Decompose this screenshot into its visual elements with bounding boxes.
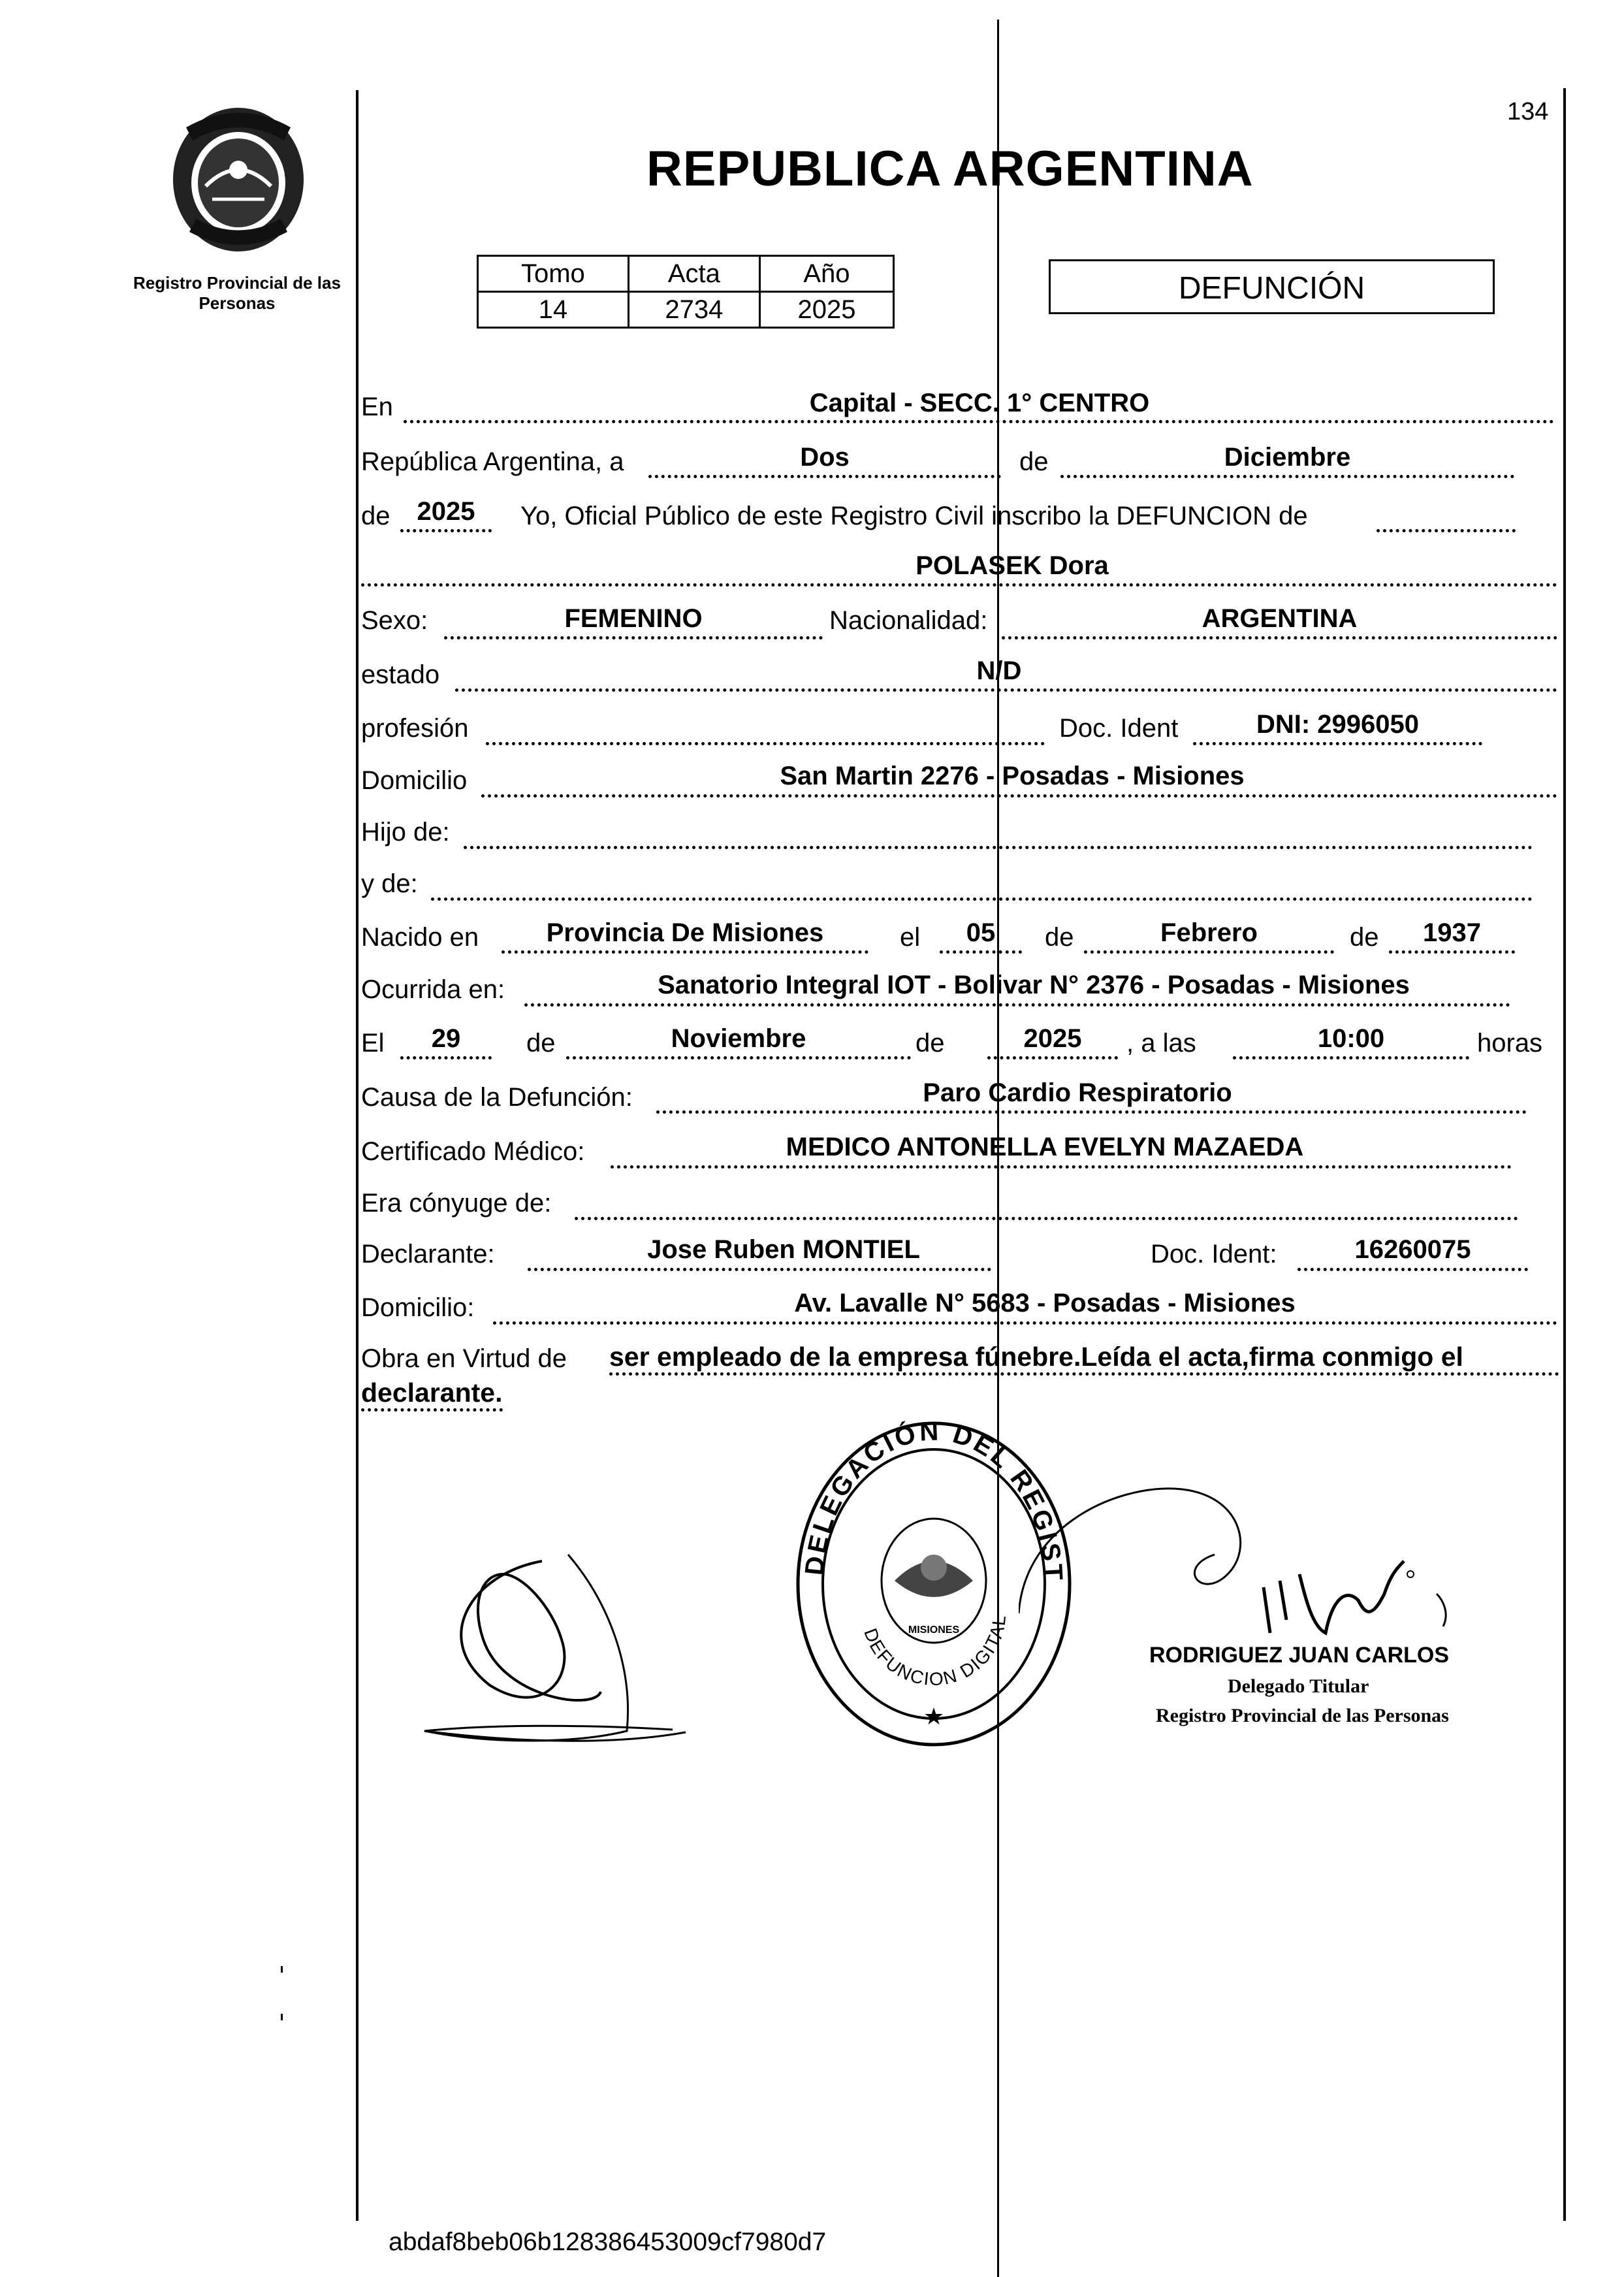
decl-domicilio-dotted-line xyxy=(493,1321,1557,1325)
en-value: Capital - SECC. 1° CENTRO xyxy=(809,389,1150,417)
en-dotted-line xyxy=(404,420,1554,423)
acta-table-cell: 14 xyxy=(478,292,629,328)
anio-dotted-line xyxy=(400,529,492,532)
nombre-value: POLASEK Dora xyxy=(915,551,1109,580)
issuer-label: Registro Provincial de las Personas xyxy=(133,273,341,314)
stray-mark xyxy=(281,2014,283,2020)
official-signature xyxy=(1019,1404,1489,1666)
acta-table-header: Tomo xyxy=(478,256,629,292)
doc-ident-dotted-line xyxy=(1193,742,1482,745)
el-label: el xyxy=(900,923,921,952)
profesion-label: profesión xyxy=(361,714,469,743)
nac-de-label: de xyxy=(1045,923,1074,952)
acta-table xyxy=(477,255,895,329)
province-emblem-icon xyxy=(160,101,317,265)
hora-value: 10:00 xyxy=(1317,1024,1385,1053)
causa-value: Paro Cardio Respiratorio xyxy=(923,1078,1232,1107)
declarante-label: Declarante: xyxy=(361,1240,495,1268)
ocurrida-label: Ocurrida en: xyxy=(361,975,505,1004)
nac-anio-dotted-line xyxy=(1389,950,1515,954)
y-de-dotted-line xyxy=(431,897,1533,901)
doc-ident-label: Doc. Ident xyxy=(1059,714,1179,743)
conyuge-label: Era cónyuge de: xyxy=(361,1189,552,1218)
republica-label: República Argentina, a xyxy=(361,447,624,476)
decl-doc-dotted-line xyxy=(1298,1268,1528,1271)
certificado-value: MEDICO ANTONELLA EVELYN MAZAEDA xyxy=(786,1133,1304,1161)
nac-dia-value: 05 xyxy=(966,918,996,947)
nacionalidad-dotted-line xyxy=(1002,636,1557,639)
hijo-de-dotted-line xyxy=(464,846,1533,849)
sexo-label: Sexo: xyxy=(361,606,428,635)
dia-value: Dos xyxy=(800,443,850,472)
def-anio-dotted-line xyxy=(987,1056,1118,1059)
domicilio-value: San Martin 2276 - Posadas - Misiones xyxy=(780,762,1245,790)
decl-doc-value: 16260075 xyxy=(1354,1235,1471,1264)
domicilio-dotted-line xyxy=(481,794,1557,798)
province-emblem xyxy=(160,101,317,265)
dia-dotted-line xyxy=(648,475,1001,478)
decl-domicilio-value: Av. Lavalle N° 5683 - Posadas - Misiones xyxy=(794,1289,1296,1317)
mes-value: Diciembre xyxy=(1224,443,1351,472)
profesion-dotted-line xyxy=(486,742,1045,745)
def-mes-dotted-line xyxy=(566,1056,911,1059)
certificado-dotted-line xyxy=(611,1165,1512,1169)
official-office: Registro Provincial de las Personas xyxy=(1156,1705,1449,1726)
estado-label: estado xyxy=(361,660,440,689)
de-label: de xyxy=(1019,447,1049,476)
document-type-box: DEFUNCIÓN xyxy=(1049,259,1495,314)
nacido-value: Provincia De Misiones xyxy=(546,918,824,947)
nombre-dotted-line xyxy=(361,583,1557,587)
stray-mark xyxy=(281,1966,283,1973)
causa-label: Causa de la Defunción: xyxy=(361,1083,633,1112)
nac-mes-dotted-line xyxy=(1084,950,1334,954)
alas-label: , a las xyxy=(1126,1029,1196,1058)
estado-dotted-line xyxy=(455,688,1557,692)
doc-ident-value: DNI: 2996050 xyxy=(1256,710,1420,739)
el2-label: El xyxy=(361,1029,385,1058)
en-label: En xyxy=(361,393,393,421)
acta-table-header: Acta xyxy=(628,256,759,292)
def-anio-value: 2025 xyxy=(1023,1024,1082,1053)
ocurrida-value: Sanatorio Integral IOT - Bolivar N° 2376 - Posadas - Misiones xyxy=(658,971,1410,999)
nac-anio-value: 1937 xyxy=(1423,918,1481,947)
page-number: 134 xyxy=(1507,98,1549,125)
nacionalidad-label: Nacionalidad: xyxy=(829,606,988,635)
conyuge-dotted-line xyxy=(575,1217,1518,1220)
acta-table-header: Año xyxy=(759,256,893,292)
seal-inner-text: DEFUNCION DIGITAL xyxy=(860,1613,1010,1690)
decl-doc-label: Doc. Ident: xyxy=(1151,1240,1277,1268)
nac-mes-value: Febrero xyxy=(1160,918,1258,947)
hora-dotted-line xyxy=(1233,1056,1469,1059)
decl-domicilio-label: Domicilio: xyxy=(361,1293,475,1322)
hijo-de-label: Hijo de: xyxy=(361,818,450,847)
acta-table-cell: 2025 xyxy=(759,292,893,328)
estado-value: N/D xyxy=(976,656,1022,685)
declarant-signature xyxy=(411,1548,777,1764)
nac-de2-label: de xyxy=(1350,923,1379,952)
oficial-dotted-line xyxy=(1377,529,1516,532)
horas-label: horas xyxy=(1477,1029,1543,1058)
nacido-label: Nacido en xyxy=(361,923,479,952)
seal-star-icon: ★ xyxy=(923,1704,945,1730)
def-dia-value: 29 xyxy=(431,1024,461,1053)
oficial-text: Yo, Oficial Público de este Registro Civil inscribo la DEFUNCION de xyxy=(520,502,1308,530)
def-de2-label: de xyxy=(915,1029,945,1058)
nac-dia-dotted-line xyxy=(940,950,1022,954)
official-role: Delegado Titular xyxy=(1228,1675,1369,1697)
obra-label: Obra en Virtud de xyxy=(361,1344,567,1373)
left-margin-rule xyxy=(356,90,358,2221)
domicilio-label: Domicilio xyxy=(361,766,468,795)
obra-value-line2: declarante. xyxy=(361,1380,503,1412)
y-de-label: y de: xyxy=(361,869,418,898)
def-mes-value: Noviembre xyxy=(671,1024,806,1053)
causa-dotted-line xyxy=(656,1110,1527,1114)
acta-table-cell: 2734 xyxy=(628,292,759,328)
declarante-dotted-line xyxy=(528,1268,991,1271)
nacido-dotted-line xyxy=(502,950,868,954)
certificado-label: Certificado Médico: xyxy=(361,1137,585,1166)
declarante-value: Jose Ruben MONTIEL xyxy=(647,1235,920,1264)
page-title: REPUBLICA ARGENTINA xyxy=(646,141,1254,197)
right-margin-rule xyxy=(1563,88,1566,2221)
anio-value: 2025 xyxy=(417,497,475,526)
sexo-value: FEMENINO xyxy=(564,604,703,633)
official-name: RODRIGUEZ JUAN CARLOS xyxy=(1149,1643,1450,1668)
document-hash: abdaf8beb06b128386453009cf7980d7 xyxy=(389,2228,827,2256)
mes-dotted-line xyxy=(1060,475,1514,478)
def-dia-dotted-line xyxy=(400,1056,492,1059)
nacionalidad-value: ARGENTINA xyxy=(1202,604,1358,633)
seal-center-text: MISIONES xyxy=(908,1624,960,1636)
def-de-label: de xyxy=(526,1029,556,1058)
sexo-dotted-line xyxy=(444,636,823,639)
ocurrida-dotted-line xyxy=(524,1003,1510,1007)
seal-outer-text: DELEGACIÓN DEL REGIST xyxy=(799,1417,1068,1584)
obra-value-line1: ser empleado de la empresa fúnebre.Leída el acta,firma conmigo el xyxy=(609,1344,1559,1376)
de2-label: de xyxy=(361,502,390,530)
